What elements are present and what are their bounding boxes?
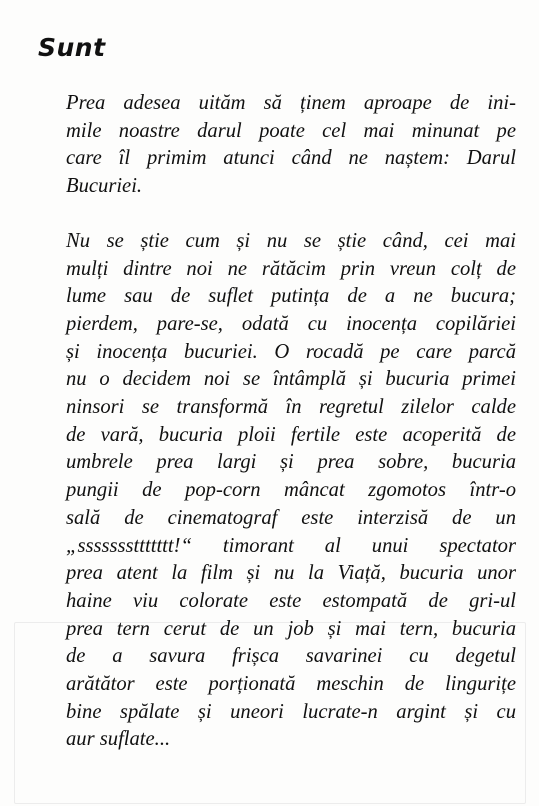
paragraph-2: [66, 228, 516, 754]
text-line: de vară, bucuria ploii fertile este acoperită de: [66, 423, 516, 446]
text-line: Nu se știe cum și nu se știe când, cei mai: [66, 229, 516, 252]
text-line: pungii de pop-corn mâncat zgomotos într-o: [66, 479, 516, 502]
text-line: Bucuriei.: [66, 175, 143, 198]
text-line: prea tern cerut de un job și mai tern, bucuria: [66, 617, 516, 640]
text-line: mile noastre darul poate cel mai minunat pe: [66, 119, 516, 142]
text-line: lume sau de suflet putința de a ne bucura;: [66, 285, 516, 308]
text-line: „sssssssttttttt!“ timorant al unui spectator: [66, 534, 516, 557]
text-line: bine spălate și uneori lucrate-n argint și cu: [66, 700, 516, 723]
text-line: Prea adesea uităm să ținem aproape de ini-: [66, 92, 516, 114]
text-line: și inocența bucuriei. O rocadă pe care parcă: [66, 340, 516, 363]
text-line: arătător este porționată meschin de lingurițe: [66, 673, 516, 696]
text-line: mulți dintre noi ne rătăcim prin vreun colț de: [66, 257, 516, 280]
text-line: aur suflate...: [66, 728, 171, 751]
page-heading: Sunt: [38, 33, 106, 62]
text-line: care îl primim atunci când ne naștem: Darul: [66, 147, 516, 170]
paragraph-1: [66, 90, 516, 201]
text-line: umbrele prea largi și prea sobre, bucuria: [66, 451, 516, 474]
text-line: prea atent la film și nu la Viață, bucuria unor: [66, 562, 516, 585]
text-line: pierdem, pare-se, odată cu inocența copilăriei: [66, 312, 516, 335]
text-line: nu o decidem noi se întâmplă și bucuria primei: [66, 368, 516, 391]
text-line: haine viu colorate este estompată de gri-ul: [66, 589, 516, 612]
text-line: ninsori se transformă în regretul zilelor calde: [66, 396, 516, 419]
text-line: de a savura frișca savarinei cu degetul: [66, 645, 516, 668]
body-text: [66, 90, 516, 754]
text-line: sală de cinematograf este interzisă de un: [66, 506, 516, 529]
